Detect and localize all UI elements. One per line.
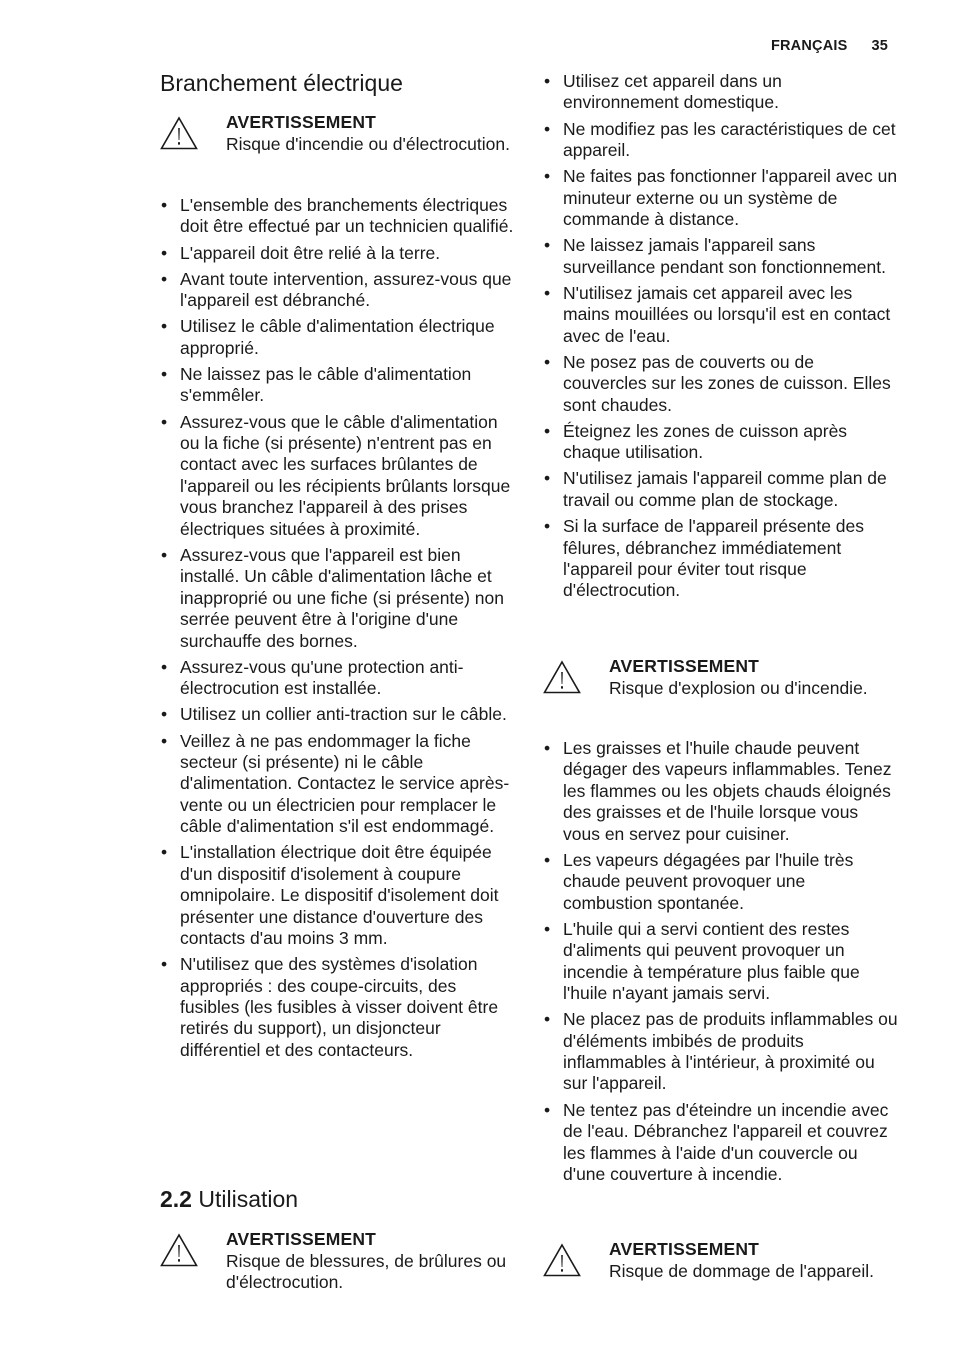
list-item: • L'huile qui a servi contient des restes d'aliments qui peuvent provoquer un incendie à température plus faible que l'huile n'ayant jamais servi. (543, 919, 899, 1005)
warning-title: AVERTISSEMENT (609, 656, 760, 676)
list-item: • Utilisez cet appareil dans un environnement domestique. (543, 71, 899, 114)
list-item: • Ne faites pas fonctionner l'appareil avec un minuteur externe ou un système de commande à distance. (543, 166, 899, 230)
warning-message: Risque d'incendie ou d'électrocution. (226, 133, 510, 154)
list-item: • Ne modifiez pas les caractéristiques de cet appareil. (543, 119, 899, 162)
list-item: • L'installation électrique doit être équipée d'un dispositif d'isolement à coupure omnipolaire. Le dispositif d'isolement doit présenter une distance d'ouverture des contacts d'au moins 3 mm. (160, 842, 516, 949)
list-item: • Veillez à ne pas endommager la fiche secteur (si présente) ni le câble d'alimentation. Contactez le service après-vente ou un électricien pour remplacer le câble d'alimentation s'il est endommagé. (160, 731, 516, 838)
list-item: • Assurez-vous que l'appareil est bien installé. Un câble d'alimentation lâche et inapproprié ou une fiche (si présente) non serrée peuvent être à l'origine d'une surchauffe des bornes. (160, 545, 516, 652)
list-item: • Ne posez pas de couverts ou de couvercles sur les zones de cuisson. Elles sont chaudes. (543, 352, 899, 416)
page-header (0, 38, 888, 54)
list-item: • N'utilisez jamais l'appareil comme plan de travail ou comme plan de stockage. (543, 468, 899, 511)
header-language: FRANÇAIS (770, 38, 848, 54)
list-item: • Si la surface de l'appareil présente des fêlures, débranchez immédiatement l'appareil pour éviter tout risque d'électrocution. (543, 516, 899, 602)
list-item: • Utilisez un collier anti-traction sur le câble. (160, 704, 516, 725)
warning-triangle-icon (543, 660, 581, 694)
list-item: • Les graisses et l'huile chaude peuvent dégager des vapeurs inflammables. Tenez les flammes ou les objets chauds éloignés des graisses et de l'huile lorsque vous vous en servez pour cuisiner. (543, 738, 899, 845)
list-item: • N'utilisez jamais cet appareil avec les mains mouillées ou lorsqu'il est en contact avec de l'eau. (543, 283, 899, 347)
list-item: • L'ensemble des branchements électriques doit être effectué par un technicien qualifié. (160, 195, 516, 238)
warning-message: Risque de dommage de l'appareil. (609, 1260, 875, 1281)
warning-message: Risque de blessures, de brûlures ou d'électrocution. (226, 1250, 507, 1292)
warning-title: AVERTISSEMENT (226, 112, 377, 132)
section-title-utilisation (160, 1186, 298, 1213)
list-item: • Avant toute intervention, assurez-vous que l'appareil est débranché. (160, 269, 516, 312)
warning-title: AVERTISSEMENT (226, 1229, 377, 1249)
list-item: • Utilisez le câble d'alimentation électrique approprié. (160, 316, 516, 359)
list-item: • Assurez-vous qu'une protection anti-électrocution est installée. (160, 657, 516, 700)
list-item: • Ne laissez pas le câble d'alimentation s'emmêler. (160, 364, 516, 407)
list-item: • Éteignez les zones de cuisson après chaque utilisation. (543, 421, 899, 464)
list-item: • L'appareil doit être relié à la terre. (160, 243, 516, 264)
list-item: • Ne tentez pas d'éteindre un incendie avec de l'eau. Débranchez l'appareil et couvrez les flammes à l'aide d'un couvercle ou d'une couverture à incendie. (543, 1100, 899, 1186)
list-item: • Les vapeurs dégagées par l'huile très chaude peuvent provoquer une combustion spontanée. (543, 850, 899, 914)
list-item: • Assurez-vous que le câble d'alimentation ou la fiche (si présente) n'entrent pas en contact avec les surfaces brûlantes de l'appareil ou les récipients brûlants lorsque vous branchez l'appareil à des prises électriques situées à proximité. (160, 412, 516, 540)
section-title-branchement: Branchement électrique (160, 70, 403, 96)
warning-triangle-icon (543, 1243, 581, 1277)
page-number: 35 (871, 38, 888, 54)
warning-title: AVERTISSEMENT (609, 1239, 760, 1259)
section-number: 2.2 (160, 1186, 192, 1212)
warning-triangle-icon (160, 116, 198, 150)
list-item: • Ne placez pas de produits inflammables ou d'éléments imbibés de produits inflammables à l'intérieur, à proximité ou sur l'appareil. (543, 1009, 899, 1095)
warning-triangle-icon (160, 1233, 198, 1267)
electrical-safety-list (160, 195, 516, 1066)
list-item: • Ne laissez jamais l'appareil sans surveillance pendant son fonctionnement. (543, 235, 899, 278)
list-item: • N'utilisez que des systèmes d'isolation appropriés : des coupe-circuits, des fusibles (les fusibles à visser doivent être retirés du support), un disjoncteur différentiel et des contacteurs. (160, 954, 516, 1061)
fire-safety-list (543, 738, 899, 1190)
section-title-text: Utilisation (198, 1186, 299, 1212)
warning-message: Risque d'explosion ou d'incendie. (609, 677, 868, 698)
usage-safety-list (543, 71, 899, 607)
